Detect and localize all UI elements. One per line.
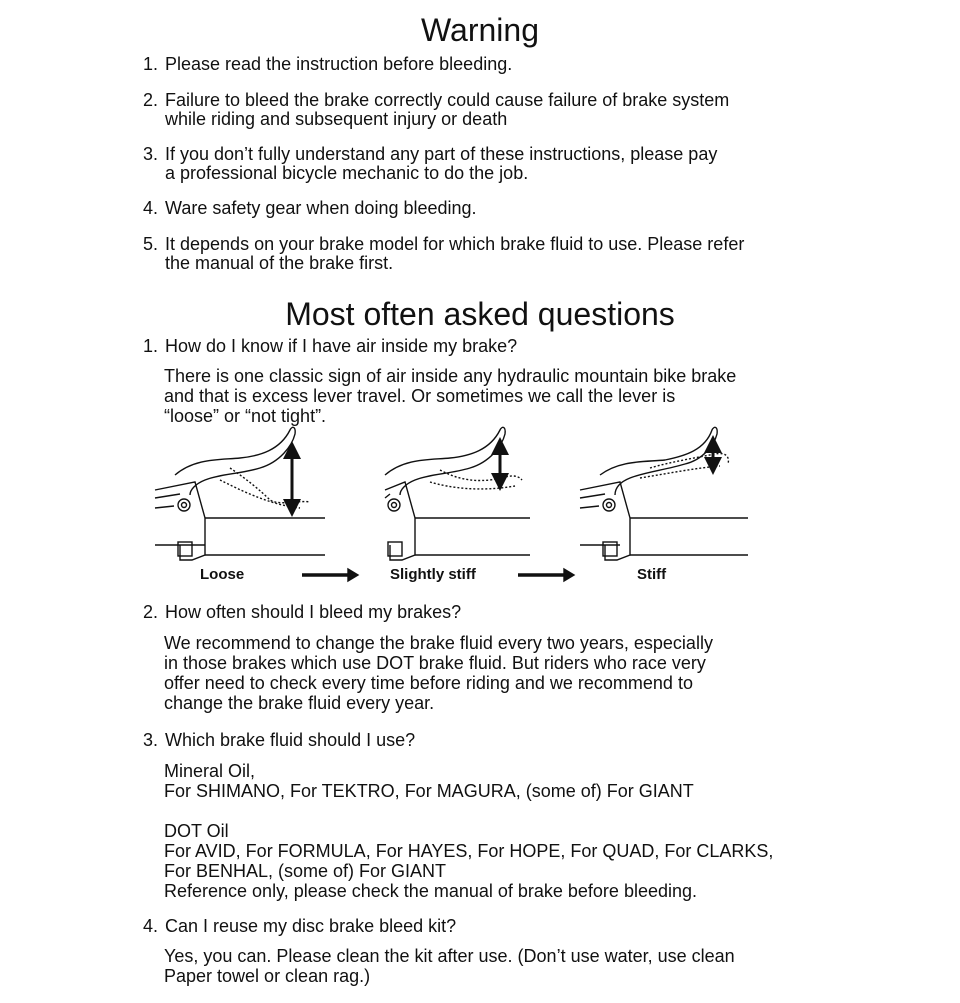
question-text: Can I reuse my disc brake bleed kit?	[165, 916, 457, 936]
warning-item-number: 5.	[143, 234, 159, 254]
warning-item-text: Please read the instruction before bleeding.	[165, 54, 513, 74]
caption-slightly-stiff: Slightly stiff	[390, 566, 476, 583]
warning-item-number: 1.	[143, 54, 159, 74]
faq-answer-1: There is one classic sign of air inside any hydraulic mountain bike brake and that is excess lever travel. Or sometimes we call the lever is “loose” or “not tight”.	[164, 366, 737, 426]
lever-slightly-stiff-illustration	[385, 427, 530, 560]
arrow-right-icon	[302, 569, 358, 581]
warning-item-number: 4.	[143, 198, 159, 218]
warning-item-number: 3.	[143, 144, 159, 164]
question-number: 1.	[143, 336, 159, 356]
arrow-right-icon	[518, 569, 574, 581]
question-number: 3.	[143, 730, 159, 750]
warning-item-number: 2.	[143, 90, 159, 110]
warning-item-text: If you don’t fully understand any part of these instructions, please pay a professional bicycle mechanic to do the job.	[165, 144, 718, 183]
question-text: Which brake fluid should I use?	[165, 730, 416, 750]
warning-item-text: It depends on your brake model for which brake fluid to use. Please refer the manual of the brake first.	[165, 234, 745, 273]
faq-title: Most often asked questions	[285, 296, 675, 332]
question-text: How do I know if I have air inside my brake?	[165, 336, 518, 356]
faq-answer-3-dot: DOT Oil For AVID, For FORMULA, For HAYES, For HOPE, For QUAD, For CLARKS, For BENHAL, (some of) For GIANT Reference only, please check the manual of brake before bleeding.	[164, 821, 774, 901]
brake-lever-diagram	[150, 420, 760, 590]
question-number: 2.	[143, 602, 159, 622]
warning-item-text: Ware safety gear when doing bleeding.	[165, 198, 477, 218]
question-number: 4.	[143, 916, 159, 936]
question-text: How often should I bleed my brakes?	[165, 602, 462, 622]
faq-answer-4: Yes, you can. Please clean the kit after use. (Don’t use water, use clean Paper towel or clean rag.)	[164, 946, 735, 986]
warning-item-text: Failure to bleed the brake correctly could cause failure of brake system while riding and subsequent injury or death	[165, 90, 730, 129]
caption-loose: Loose	[200, 566, 245, 583]
warning-title: Warning	[421, 12, 539, 48]
faq-answer-2: We recommend to change the brake fluid every two years, especially in those brakes which use DOT brake fluid. But riders who race very offer need to check every time before riding and we recommend to change the brake fluid every year.	[164, 633, 713, 713]
faq-answer-3-mineral: Mineral Oil, For SHIMANO, For TEKTRO, For MAGURA, (some of) For GIANT	[164, 761, 694, 801]
lever-stiff-illustration	[580, 427, 748, 560]
lever-loose-illustration	[155, 427, 325, 560]
caption-stiff: Stiff	[637, 566, 667, 583]
